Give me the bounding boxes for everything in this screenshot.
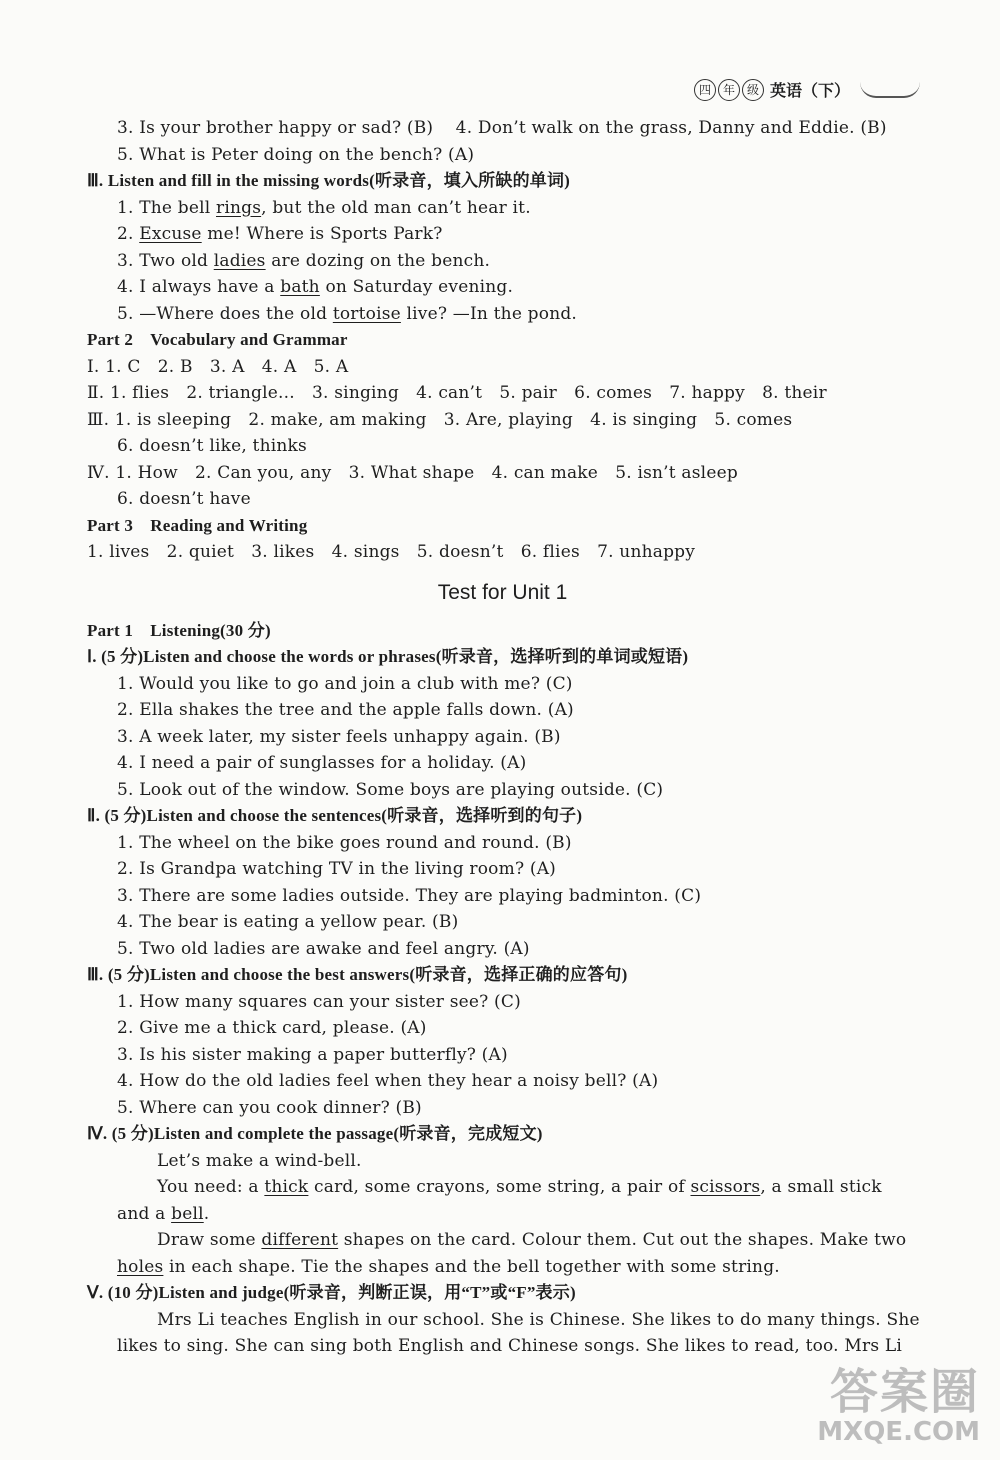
answer-line: 4. I always have a bath on Saturday evening. (117, 277, 514, 297)
section-heading: Ⅱ. (5 分)Listen and choose the sentences(听录音，选择听到的句子) (87, 806, 583, 825)
answer-line: Ⅳ. 1. How 2. Can you, any 3. What shape 4. can make 5. isn’t asleep (87, 462, 738, 483)
section-heading: Ⅲ. (5 分)Listen and choose the best answers(听录音，选择正确的应答句) (87, 965, 628, 984)
answer-line: Ⅱ. 1. flies 2. triangle... 3. singing 4. can’t 5. pair 6. comes 7. happy 8. their (87, 383, 827, 403)
answer-line: 2. Give me a thick card, please. (A) (117, 1018, 427, 1038)
answer-line: 2. Is Grandpa watching TV in the living room? (A) (117, 859, 557, 879)
test-title: Test for Unit 1 (437, 580, 568, 604)
filled-word: tortoise (332, 303, 401, 324)
answer-line: 4. I need a pair of sunglasses for a holiday. (A) (117, 753, 527, 773)
filled-word: ladies (213, 250, 266, 271)
filled-word: bell (171, 1203, 204, 1224)
answer-line: 1. How many squares can your sister see? (C) (117, 991, 521, 1012)
answer-line: 4. How do the old ladies feel when they hear a noisy bell? (A) (117, 1071, 659, 1091)
filled-word: thick (264, 1177, 309, 1197)
answer-line: 1. Would you like to go and join a club with me? (C) (117, 673, 573, 694)
answer-line: 1. lives 2. quiet 3. likes 4. sings 5. doesn’t 6. flies 7. unhappy (87, 542, 696, 562)
answer-line: 5. Two old ladies are awake and feel angry. (A) (117, 938, 530, 959)
answer-line: 3. There are some ladies outside. They are playing badminton. (C) (117, 885, 702, 906)
answer-line: 2. Excuse me! Where is Sports Park? (117, 224, 443, 244)
passage-line: and a bell. (117, 1203, 210, 1224)
watermark-logo (817, 1366, 980, 1446)
answer-line: 1. The wheel on the bike goes round and round. (B) (117, 832, 572, 853)
grade-char: 年 (718, 79, 740, 101)
section-heading: Ⅴ. (10 分)Listen and judge(听录音，判断正误，用“T”或“F”表示) (87, 1283, 576, 1302)
filled-word: rings (216, 197, 262, 218)
part-heading: Part 1 Listening(30 分) (87, 620, 271, 640)
passage-line: You need: a thick card, some crayons, some string, a pair of scissors, a small stick (157, 1177, 882, 1197)
section-heading: Ⅰ. (5 分)Listen and choose the words or phrases(听录音，选择听到的单词或短语) (87, 647, 689, 666)
answer-line: Ⅰ. 1. C 2. B 3. A 4. A 5. A (87, 356, 349, 377)
subject-label: 英语（下） (769, 81, 850, 100)
grade-char: 级 (742, 79, 764, 101)
answer-line: 1. The bell rings, but the old man can’t hear it. (117, 197, 531, 218)
answer-line: 5. Where can you cook dinner? (B) (117, 1097, 422, 1118)
answer-line: 6. doesn’t like, thinks (117, 436, 307, 456)
answer-line: 5. What is Peter doing on the bench? (A) (117, 144, 475, 165)
answer-line: Ⅲ. 1. is sleeping 2. make, am making 3. Are, playing 4. is singing 5. comes (87, 409, 793, 430)
answer-line: 5. Look out of the window. Some boys are playing outside. (C) (117, 779, 664, 800)
filled-word: holes (117, 1256, 164, 1277)
grade-char: 四 (694, 79, 716, 101)
answer-key-content (87, 115, 918, 1360)
header-swoosh-decoration (860, 82, 920, 98)
filled-word: scissors (690, 1177, 761, 1197)
answer-line: 3. Two old ladies are dozing on the bench. (117, 250, 491, 271)
section-heading: Ⅲ. Listen and fill in the missing words(听录音，填入所缺的单词) (87, 171, 571, 190)
page-header (694, 78, 920, 101)
answer-line: 3. Is your brother happy or sad? (B) 4. Don’t walk on the grass, Danny and Eddie. (B) (117, 118, 887, 138)
passage-line: Mrs Li teaches English in our school. She is Chinese. She likes to do many things. She (157, 1309, 920, 1330)
passage-line: likes to sing. She can sing both English and Chinese songs. She likes to read, too. Mrs Li (117, 1336, 902, 1356)
filled-word: different (261, 1230, 339, 1250)
passage-line: holes in each shape. Tie the shapes and the bell together with some string. (117, 1256, 780, 1277)
answer-line: 3. A week later, my sister feels unhappy again. (B) (117, 726, 561, 747)
filled-word: bath (280, 277, 320, 297)
passage-line: Let’s make a wind-bell. (157, 1150, 362, 1171)
answer-line: 2. Ella shakes the tree and the apple falls down. (A) (117, 700, 574, 720)
watermark-url: MXQE.COM (817, 1417, 980, 1447)
answer-line: 3. Is his sister making a paper butterfly? (A) (117, 1044, 508, 1065)
part-heading: Part 3 Reading and Writing (87, 515, 308, 535)
section-heading: Ⅳ. (5 分)Listen and complete the passage(听录音，完成短文) (87, 1124, 543, 1143)
part-heading: Part 2 Vocabulary and Grammar (87, 330, 348, 349)
passage-line: Draw some different shapes on the card. Colour them. Cut out the shapes. Make two (157, 1230, 907, 1250)
answer-line: 4. The bear is eating a yellow pear. (B) (117, 912, 459, 932)
watermark-logo-text: 答案圈 (829, 1364, 980, 1420)
grade-badge (694, 79, 764, 101)
answer-line: 5. —Where does the old tortoise live? —In the pond. (117, 303, 578, 324)
filled-word: Excuse (139, 224, 202, 244)
answer-line: 6. doesn’t have (117, 489, 251, 509)
